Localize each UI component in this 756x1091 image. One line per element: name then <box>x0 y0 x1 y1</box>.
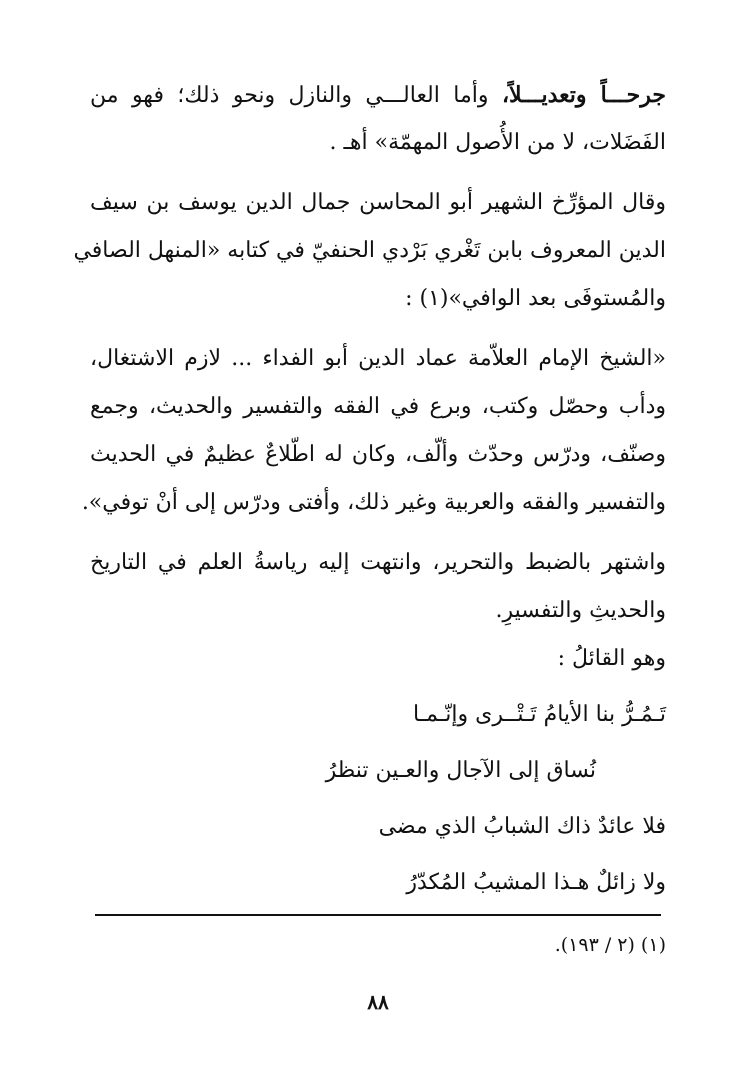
poem-intro: وهو القائلُ : <box>557 646 666 671</box>
para3-line2: ودأب وحصّل وكتب، وبرع في الفقه والتفسير والحديث، وجمع <box>90 394 666 419</box>
para3-line4: والتفسير والفقه والعربية وغير ذلك، وأفتى ودرّس إلى أنْ توفي». <box>81 490 666 515</box>
para3-line3: وصنّف، ودرّس وحدّث وألّف، وكان له اطّلاعٌ عظيمٌ في الحديث <box>90 442 666 467</box>
para1-line1 <box>90 78 666 113</box>
poem-verse1-first-hemistich: تَـمُـرُّ بنا الأيامُ تَـتْــرى وإنّـمـا <box>412 702 666 727</box>
poem-verse1-second-hemistich: نُساق إلى الآجال والعـين تنظرُ <box>325 758 596 783</box>
para3-line1: «الشيخ الإمام العلاّمة عماد الدين أبو الفداء ... لازم الاشتغال، <box>90 346 666 371</box>
para1-line1-rest: وأما العالـــي والنازل ونحو ذلك؛ فهو من <box>90 83 489 108</box>
footnote: (١) (٢ / ١٩٣). <box>554 934 666 956</box>
para2-line2: الدين المعروف بابن تَغْري بَرْدي الحنفيّ في كتابه «المنهل الصافي <box>73 238 666 263</box>
para1-line2: الفَضَلات، لا من الأُصول المهمّة» أهـ . <box>329 130 666 155</box>
footnote-divider <box>95 914 661 916</box>
bold-phrase: جرحـــاً وتعديـــلاً، <box>501 82 666 108</box>
page-number: ٨٨ <box>367 990 389 1014</box>
poem-verse2-second-hemistich: ولا زائلٌ هـذا المشيبُ المُكدّرُ <box>406 870 666 895</box>
para2-line3: والمُستوفَى بعد الوافي»(١) : <box>405 286 666 311</box>
para2-line1: وقال المؤرِّخ الشهير أبو المحاسن جمال الدين يوسف بن سيف <box>90 190 666 215</box>
poem-verse2-first-hemistich: فلا عائدٌ ذاك الشبابُ الذي مضى <box>378 814 666 839</box>
para4-line2: والحديثِ والتفسيرِ. <box>495 598 666 623</box>
para4-line1: واشتهر بالضبط والتحرير، وانتهت إليه رياسةُ العلم في التاريخ <box>90 550 666 575</box>
